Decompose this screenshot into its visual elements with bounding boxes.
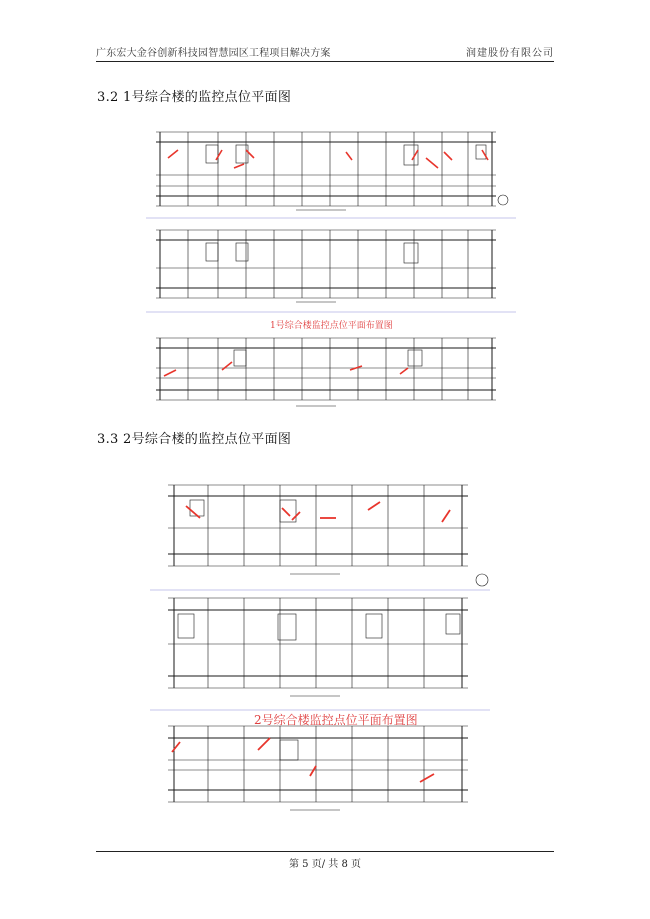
camera-arrow <box>234 164 244 168</box>
camera-arrow <box>442 510 450 522</box>
camera-arrow <box>420 774 434 782</box>
header-title: 广东宏大金谷创新科技园智慧园区工程项目解决方案 <box>96 48 331 59</box>
camera-arrow <box>412 150 418 160</box>
camera-arrow <box>346 152 352 160</box>
camera-arrow <box>172 742 180 752</box>
b1-plan-3 <box>156 338 496 406</box>
camera-arrow <box>282 508 290 516</box>
page-number: 第 5 页/ 共 8 页 <box>289 859 361 870</box>
camera-arrow <box>216 150 222 160</box>
page-header <box>96 44 554 60</box>
section-heading-3-3: 3.3 2号综合楼的监控点位平面图 <box>97 432 292 447</box>
camera-arrow <box>168 150 178 158</box>
b2-plan-1 <box>168 485 488 586</box>
building-2-caption: 2号综合楼监控点位平面布置图 <box>254 713 418 727</box>
b1-plan-2 <box>156 230 496 302</box>
b1-plan-1 <box>156 132 508 210</box>
camera-arrow <box>368 502 380 510</box>
camera-arrow <box>482 150 488 160</box>
footer-rule <box>96 851 554 852</box>
camera-arrow <box>222 362 232 370</box>
camera-arrow <box>246 150 254 158</box>
camera-arrow <box>400 368 408 374</box>
camera-arrow <box>258 738 270 750</box>
b2-plan-2 <box>168 598 468 696</box>
building-1-floorplans <box>146 120 516 420</box>
header-company: 润建股份有限公司 <box>466 48 554 59</box>
section-heading-3-2: 3.2 1号综合楼的监控点位平面图 <box>97 90 292 105</box>
camera-arrow <box>164 370 176 376</box>
camera-arrow <box>310 766 316 776</box>
camera-arrow <box>444 152 452 160</box>
building-1-caption: 1号综合楼监控点位平面布置图 <box>270 321 393 331</box>
camera-arrow <box>426 158 438 168</box>
header-rule <box>96 61 554 62</box>
building-2-floorplans <box>150 470 490 840</box>
b2-plan-3 <box>168 726 468 810</box>
